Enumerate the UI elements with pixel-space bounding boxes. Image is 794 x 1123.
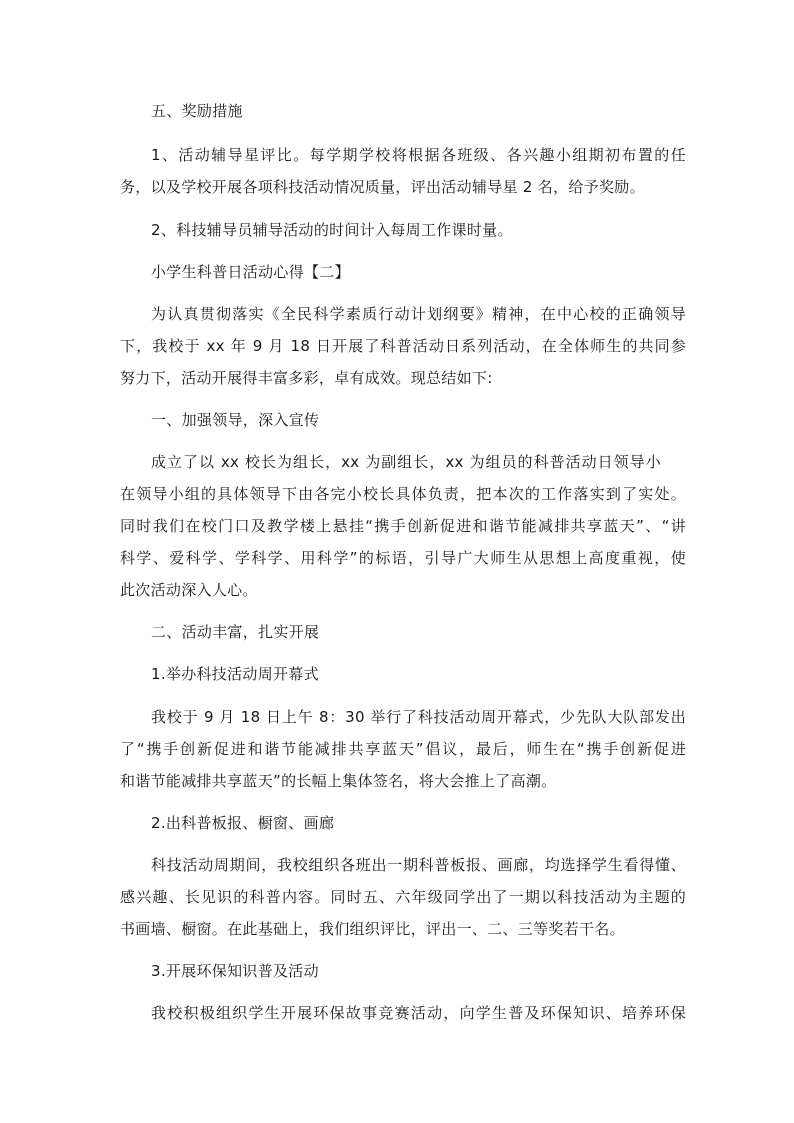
paragraph-line: 同时我们在校门口及教学楼上悬挂“携手创新促进和谐节能减排共享蓝天”、“讲 (120, 517, 686, 535)
paragraph-line: 科技活动周期间，我校组织各班出一期科普板报、画廊，均选择学生看得懂、 (151, 856, 686, 874)
subheading-environmental: 3.开展环保知识普及活动 (151, 962, 319, 980)
paragraph-line: 科学、爱科学、学科学、用科学”的标语，引导广大师生从思想上高度重视，使 (120, 549, 686, 567)
section-heading-rewards: 五、奖励措施 (151, 102, 243, 120)
paragraph-line: 我校于 9 月 18 日上午 8：30 举行了科技活动周开幕式，少先队大队部发出 (151, 708, 686, 726)
paragraph-line: 和谐节能减排共享蓝天”的长幅上集体签名，将大会推上了高潮。 (120, 772, 557, 790)
subheading-boards: 2.出科普板报、橱窗、画廊 (151, 814, 335, 832)
subheading-opening-ceremony: 1.举办科技活动周开幕式 (151, 665, 319, 683)
paragraph-line: 我校积极组织学生开展环保故事竞赛活动，向学生普及环保知识、培养环保 (151, 1004, 686, 1022)
paragraph-line: 了“携手创新促进和谐节能减排共享蓝天”倡议，最后，师生在“携手创新促进 (120, 740, 686, 758)
paragraph-line: 书画墙、橱窗。在此基础上，我们组织评比，评出一、二、三等奖若干名。 (120, 920, 625, 938)
paragraph-line: 为认真贯彻落实《全民科学素质行动计划纲要》精神，在中心校的正确领导 (151, 305, 686, 323)
paragraph-line: 2、科技辅导员辅导活动的时间计入每周工作课时量。 (151, 221, 513, 239)
paragraph-line: 务，以及学校开展各项科技活动情况质量，评出活动辅导星 2 名，给予奖励。 (120, 178, 645, 196)
paragraph-line: 下，我校于 xx 年 9 月 18 日开展了科普活动日系列活动，在全体师生的共同参 (120, 337, 686, 355)
paragraph-line: 努力下，活动开展得丰富多彩，卓有成效。现总结如下: (120, 369, 493, 387)
section-heading-activities: 二、活动丰富，扎实开展 (151, 623, 320, 641)
paragraph-line: 此次活动深入人心。 (120, 581, 258, 599)
paragraph-line: 1、活动辅导星评比。每学期学校将根据各班级、各兴趣小组期初布置的任 (151, 146, 686, 164)
section-heading-leadership: 一、加强领导，深入宣传 (151, 411, 320, 429)
article-title: 小学生科普日活动心得【二】 (151, 263, 350, 281)
paragraph-line: 成立了以 xx 校长为组长，xx 为副组长，xx 为组员的科普活动日领导小 (151, 453, 661, 471)
paragraph-line: 感兴趣、长见识的科普内容。同时五、六年级同学出了一期以科技活动为主题的 (120, 888, 686, 906)
paragraph-line: 在领导小组的具体领导下由各完小校长具体负责，把本次的工作落实到了实处。 (120, 485, 686, 503)
